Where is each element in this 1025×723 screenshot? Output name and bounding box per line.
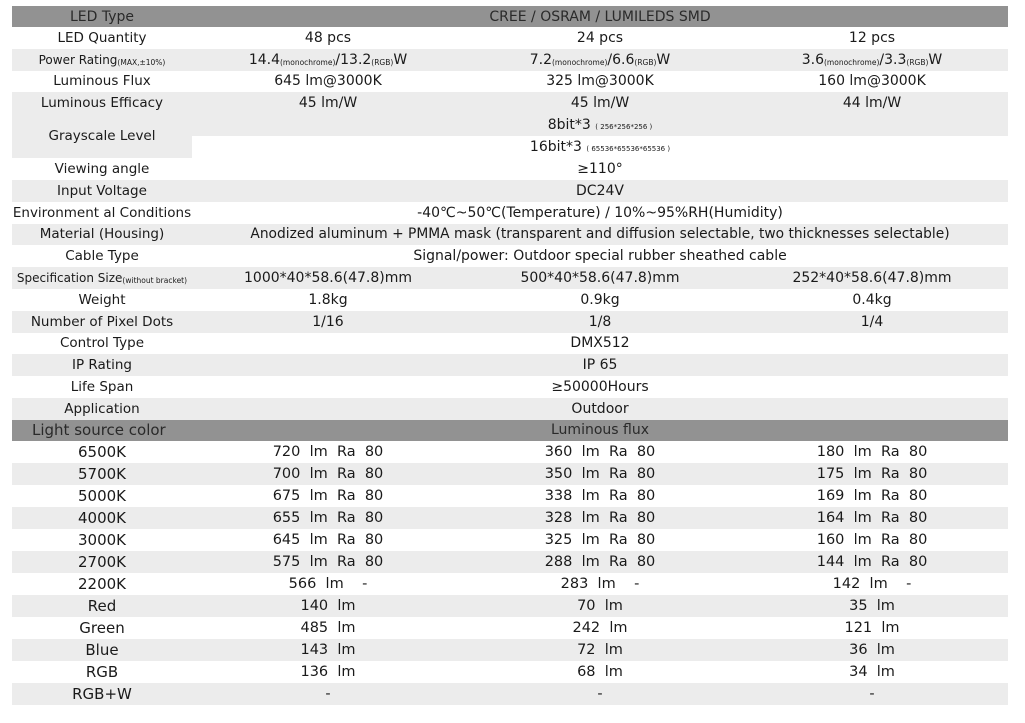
flux-header-row: [12, 420, 1008, 441]
input-voltage-value: DC24V: [192, 180, 1008, 202]
flux-value: 34 lm: [849, 663, 895, 680]
led-type-value: CREE / OSRAM / LUMILEDS SMD: [192, 6, 1008, 27]
flux-row: [12, 529, 1008, 551]
size-label: [12, 267, 192, 289]
viewing-angle-value: ≥110°: [577, 161, 623, 178]
flux-value: 143 lm: [192, 639, 464, 661]
viewing-angle-row: [12, 158, 1008, 180]
flux-rows: [12, 441, 1008, 705]
flux-row: [12, 485, 1008, 507]
flux-row: [12, 573, 1008, 595]
power-mono: 14.4: [248, 51, 280, 68]
flux-value: 655 lm Ra 80: [192, 507, 464, 529]
size-value: 252*40*58.6(47.8)mm: [736, 267, 1008, 289]
input-voltage-row: [12, 180, 1008, 202]
application-value: Outdoor: [192, 398, 1008, 420]
grayscale-16bit-sub: ( 65536*65536*65536 ): [586, 145, 671, 154]
application-label: Application: [12, 398, 192, 420]
flux-value: 283 lm -: [560, 575, 640, 592]
power-rating-label: [12, 49, 192, 71]
flux-color: 3000K: [77, 530, 126, 549]
pixel-value: 1/16: [192, 311, 464, 333]
flux-value: 645 lm Ra 80: [272, 531, 384, 548]
flux-value: 360 lm Ra 80: [544, 443, 656, 460]
flux-row: [12, 617, 1008, 639]
luminous-flux-value: 160 lm@3000K: [818, 73, 926, 90]
control-label: Control Type: [59, 335, 145, 352]
power-rating-value: [192, 49, 464, 71]
flux-value: 338 lm Ra 80: [544, 487, 656, 504]
power-rgb-sub: (RGB): [371, 57, 394, 67]
luminous-flux-label: Luminous Flux: [53, 73, 151, 90]
flux-value: 36 lm: [736, 639, 1008, 661]
control-row: [12, 333, 1008, 355]
flux-row: [12, 551, 1008, 573]
flux-value: 164 lm Ra 80: [736, 507, 1008, 529]
flux-value: 175 lm Ra 80: [736, 463, 1008, 485]
flux-color: Green: [79, 618, 125, 637]
power-rgb: /3.3: [879, 51, 907, 68]
flux-color: 4000K: [12, 507, 192, 529]
luminous-flux-row: [12, 71, 1008, 93]
power-unit: W: [928, 51, 943, 68]
luminous-efficacy-value: 44 lm/W: [736, 92, 1008, 114]
pixel-value: 1/8: [464, 311, 736, 333]
led-quantity-value: 24 pcs: [576, 29, 624, 46]
power-rgb: /6.6: [607, 51, 635, 68]
led-type-row: [12, 6, 1008, 27]
power-rating-label-text: Power Rating: [38, 52, 118, 67]
flux-value: 720 lm Ra 80: [272, 443, 384, 460]
flux-header-label: Light source color: [12, 420, 192, 441]
flux-color: 2200K: [77, 574, 126, 593]
flux-color: Blue: [12, 639, 192, 661]
life-label: Life Span: [70, 379, 134, 396]
flux-color: 5700K: [12, 463, 192, 485]
weight-row: [12, 289, 1008, 311]
flux-value: 70 lm: [464, 595, 736, 617]
power-rating-value: [464, 49, 736, 71]
flux-value: 566 lm -: [288, 575, 368, 592]
environment-label: Environment al Conditions: [12, 204, 192, 221]
material-row: [12, 224, 1008, 246]
flux-color: 6500K: [77, 442, 126, 461]
luminous-flux-value: 645 lm@3000K: [274, 73, 382, 90]
material-label: Material (Housing): [12, 224, 192, 246]
flux-value: 350 lm Ra 80: [464, 463, 736, 485]
flux-value: 325 lm Ra 80: [544, 531, 656, 548]
flux-value: 700 lm Ra 80: [192, 463, 464, 485]
flux-value: 180 lm Ra 80: [816, 443, 928, 460]
cable-row: [12, 245, 1008, 267]
power-unit: W: [393, 51, 408, 68]
specification-table: [12, 6, 1008, 705]
flux-value: 121 lm: [844, 619, 900, 636]
grayscale-8bit-value: 8bit*3: [547, 117, 591, 134]
flux-header-value: Luminous flux: [192, 420, 1008, 441]
flux-color: RGB: [85, 662, 119, 681]
grayscale-8bit-sub: ( 256*256*256 ): [595, 123, 653, 132]
control-value: DMX512: [570, 335, 630, 352]
flux-color: Red: [12, 595, 192, 617]
ip-label: IP Rating: [12, 354, 192, 376]
luminous-efficacy-value: 45 lm/W: [464, 92, 736, 114]
flux-color: 2700K: [12, 551, 192, 573]
flux-value: 242 lm: [572, 619, 628, 636]
size-value: 1000*40*58.6(47.8)mm: [192, 267, 464, 289]
flux-value: -: [736, 683, 1008, 705]
power-unit: W: [656, 51, 671, 68]
power-mono-sub: (monochrome): [280, 57, 336, 67]
power-rgb-sub: (RGB): [634, 57, 657, 67]
flux-value: 140 lm: [192, 595, 464, 617]
luminous-efficacy-row: [12, 92, 1008, 114]
flux-row: [12, 595, 1008, 617]
flux-value: 136 lm: [300, 663, 356, 680]
ip-value: IP 65: [192, 354, 1008, 376]
flux-value: 485 lm: [300, 619, 356, 636]
pixel-label: Number of Pixel Dots: [12, 311, 192, 333]
flux-value: 142 lm -: [832, 575, 912, 592]
flux-value: 575 lm Ra 80: [192, 551, 464, 573]
power-rgb-sub: (RGB): [906, 57, 929, 67]
flux-value: 144 lm Ra 80: [736, 551, 1008, 573]
weight-value: 0.9kg: [580, 291, 620, 308]
luminous-flux-value: 325 lm@3000K: [546, 73, 654, 90]
life-value: ≥50000Hours: [551, 379, 649, 396]
power-rgb: /13.2: [335, 51, 372, 68]
power-rating-row: [12, 49, 1008, 71]
pixel-row: [12, 311, 1008, 333]
ip-row: [12, 354, 1008, 376]
power-mono: 3.6: [801, 51, 824, 68]
luminous-efficacy-label: Luminous Efficacy: [12, 92, 192, 114]
flux-row: [12, 507, 1008, 529]
weight-value: 0.4kg: [852, 291, 892, 308]
weight-label: Weight: [78, 291, 126, 308]
power-mono-sub: (monochrome): [824, 57, 880, 67]
flux-value: 328 lm Ra 80: [464, 507, 736, 529]
power-mono: 7.2: [529, 51, 552, 68]
grayscale-16bit-value: 16bit*3: [529, 139, 582, 156]
flux-row: [12, 441, 1008, 463]
environment-value: -40℃~50℃(Temperature) / 10%~95%RH(Humidity): [417, 204, 783, 221]
power-mono-sub: (monochrome): [552, 57, 608, 67]
input-voltage-label: Input Voltage: [12, 180, 192, 202]
viewing-angle-label: Viewing angle: [54, 161, 150, 178]
grayscale-8bit: [192, 114, 1008, 136]
led-type-label: LED Type: [12, 6, 192, 27]
flux-row: [12, 639, 1008, 661]
led-quantity-value: 12 pcs: [848, 29, 896, 46]
flux-row: [12, 683, 1008, 705]
size-value: 500*40*58.6(47.8)mm: [464, 267, 736, 289]
led-quantity-row: [12, 27, 1008, 49]
flux-value: -: [192, 683, 464, 705]
cable-value: Signal/power: Outdoor special rubber sheathed cable: [413, 248, 787, 265]
flux-value: 675 lm Ra 80: [272, 487, 384, 504]
flux-color: 5000K: [77, 486, 126, 505]
flux-value: -: [464, 683, 736, 705]
power-rating-label-sub: (MAX,±10%): [117, 57, 166, 67]
grayscale-16bit: [192, 136, 1008, 158]
grayscale-label: Grayscale Level: [12, 114, 192, 158]
cable-label: Cable Type: [65, 248, 139, 265]
flux-color: RGB+W: [12, 683, 192, 705]
flux-value: 169 lm Ra 80: [816, 487, 928, 504]
grayscale-row: [12, 114, 1008, 136]
flux-value: 68 lm: [577, 663, 623, 680]
luminous-efficacy-value: 45 lm/W: [192, 92, 464, 114]
flux-value: 160 lm Ra 80: [816, 531, 928, 548]
life-row: [12, 376, 1008, 398]
application-row: [12, 398, 1008, 420]
flux-value: 35 lm: [736, 595, 1008, 617]
material-value: Anodized aluminum + PMMA mask (transparent and diffusion selectable, two thicknesses selectable): [192, 224, 1008, 246]
power-rating-value: [736, 49, 1008, 71]
flux-row: [12, 661, 1008, 683]
flux-value: 72 lm: [464, 639, 736, 661]
environment-row: [12, 202, 1008, 224]
flux-row: [12, 463, 1008, 485]
pixel-value: 1/4: [736, 311, 1008, 333]
size-row: [12, 267, 1008, 289]
size-label-sub: (without bracket): [122, 276, 188, 286]
weight-value: 1.8kg: [308, 291, 348, 308]
led-quantity-value: 48 pcs: [304, 29, 352, 46]
led-quantity-label: LED Quantity: [57, 29, 147, 46]
flux-value: 288 lm Ra 80: [464, 551, 736, 573]
size-label-text: Specification Size: [16, 271, 123, 286]
